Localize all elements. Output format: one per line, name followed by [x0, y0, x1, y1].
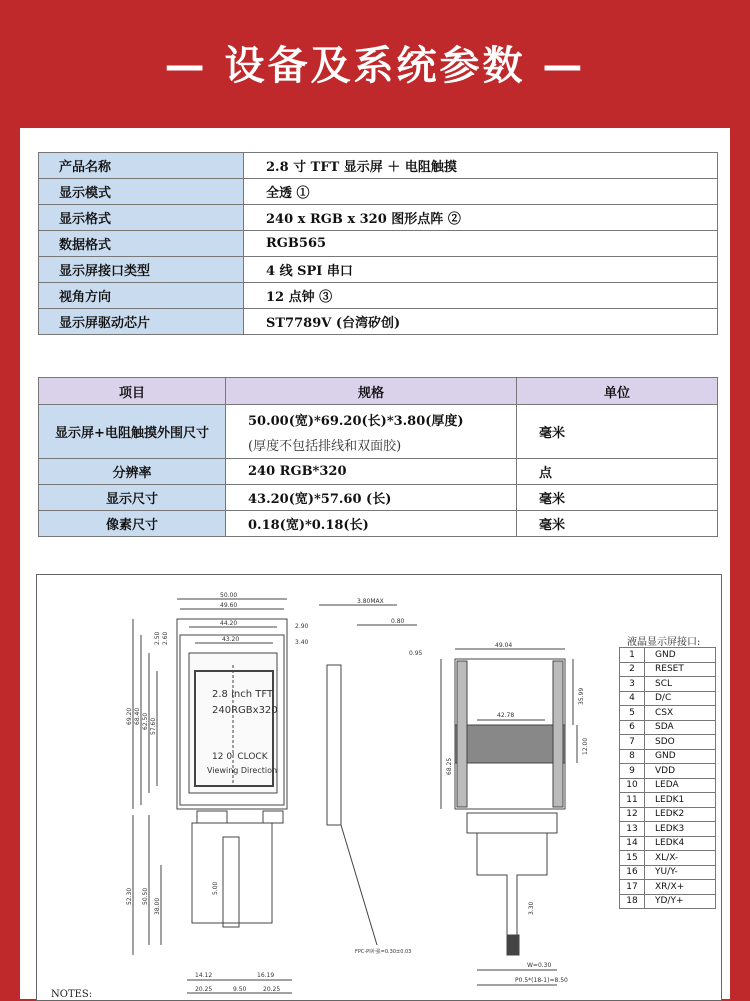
pin-table-caption: 液晶显示屏接口:: [627, 637, 701, 648]
dimension-label: 50.00: [220, 592, 238, 599]
spec-row: [39, 179, 718, 205]
dimension-item: 显示尺寸: [39, 485, 226, 511]
pin-signal: LEDK2: [645, 807, 716, 822]
dimension-label: 44.20: [220, 620, 238, 627]
dimension-label: 68.40: [134, 707, 141, 725]
spec-table: [38, 152, 718, 335]
dimension-label: 2.8 inch TFT: [212, 689, 274, 700]
pin-signal: LEDK3: [645, 822, 716, 837]
dimension-label: 2.50: [154, 631, 161, 645]
pin-number: 6: [620, 720, 645, 735]
spec-value: RGB565: [244, 231, 718, 257]
pin-row: [620, 807, 716, 822]
dimension-row: [39, 405, 718, 459]
dimension-label: Viewing Direction: [207, 766, 278, 775]
dimension-label: 20.25: [195, 986, 213, 993]
spec-value: 240 x RGB x 320 图形点阵 ②: [244, 205, 718, 231]
spec-value: 2.8 寸 TFT 显示屏 ＋ 电阻触摸: [244, 153, 718, 179]
pin-row: [620, 691, 716, 706]
spec-row: [39, 153, 718, 179]
dimension-unit: 毫米: [517, 405, 718, 459]
pin-row: [620, 836, 716, 851]
spec-row: [39, 257, 718, 283]
dimension-spec: [226, 511, 517, 537]
pin-signal: SDO: [645, 735, 716, 750]
pin-signal: GND: [645, 749, 716, 764]
pin-number: 9: [620, 764, 645, 779]
page-header: [0, 0, 750, 128]
dimension-unit: 点: [517, 459, 718, 485]
dimension-label: 49.04: [495, 642, 513, 649]
pin-number: 1: [620, 648, 645, 663]
dimension-spec-note: (厚度不包括排线和双面胶): [248, 438, 402, 454]
spec-value: ST7789V (台湾矽创): [244, 309, 718, 335]
pin-row: [620, 880, 716, 895]
dimension-row: [39, 459, 718, 485]
pin-signal: YU/Y-: [645, 865, 716, 880]
pin-row: [620, 706, 716, 721]
pin-number: 15: [620, 851, 645, 866]
pin-number: 18: [620, 894, 645, 909]
page-title: — 设备及系统参数 —: [164, 43, 586, 89]
pin-row: [620, 778, 716, 793]
dimension-label: 50.50: [142, 887, 149, 905]
pin-number: 17: [620, 880, 645, 895]
spec-value: 12 点钟 ③: [244, 283, 718, 309]
pin-row: [620, 749, 716, 764]
pin-row: [620, 822, 716, 837]
pin-signal: SCL: [645, 677, 716, 692]
pin-signal: XR/X+: [645, 880, 716, 895]
dimension-label: 2.60: [162, 631, 169, 645]
pin-number: 16: [620, 865, 645, 880]
pin-row: [620, 648, 716, 663]
pin-signal: CSX: [645, 706, 716, 721]
dimension-label: 68.25: [446, 757, 453, 775]
pin-number: 12: [620, 807, 645, 822]
spec-key: 产品名称: [39, 153, 244, 179]
dimension-label: 0.80: [391, 618, 405, 625]
dimension-row: [39, 485, 718, 511]
pin-number: 11: [620, 793, 645, 808]
spec-key: 显示模式: [39, 179, 244, 205]
dimension-item: 像素尺寸: [39, 511, 226, 537]
dimension-label: 12 0' CLOCK: [212, 752, 268, 762]
mechanical-drawing: [36, 574, 722, 1001]
pin-row: [620, 793, 716, 808]
pin-signal: YD/Y+: [645, 894, 716, 909]
pin-row: [620, 865, 716, 880]
dimension-label: 5.00: [212, 881, 219, 895]
dimension-label: 0.95: [409, 650, 423, 657]
pin-signal: XL/X-: [645, 851, 716, 866]
pin-row: [620, 851, 716, 866]
pin-number: 5: [620, 706, 645, 721]
pin-signal: LEDA: [645, 778, 716, 793]
pin-signal: LEDK1: [645, 793, 716, 808]
dimension-spec-text: 43.20(宽)*57.60 (长): [248, 492, 392, 507]
dimension-label: 49.60: [220, 602, 238, 609]
dimension-unit: 毫米: [517, 485, 718, 511]
dimension-spec: [226, 459, 517, 485]
dimension-label: 20.25: [263, 986, 281, 993]
dimension-label: W=0.30: [527, 962, 552, 969]
spec-value: 全透 ①: [244, 179, 718, 205]
pin-signal: GND: [645, 648, 716, 663]
dimension-spec: [226, 405, 517, 459]
dimension-label: 12.00: [582, 737, 589, 755]
spec-row: [39, 283, 718, 309]
dimension-item: 显示屏+电阻触摸外围尺寸: [39, 405, 226, 459]
dimension-label: 16.19: [257, 972, 275, 979]
dimension-label: 14.12: [195, 972, 213, 979]
content-card: [20, 128, 730, 999]
spec-row: [39, 231, 718, 257]
dimension-label: 9.50: [233, 986, 247, 993]
dimension-spec-text: 0.18(宽)*0.18(长): [248, 518, 369, 533]
spec-key: 显示屏接口类型: [39, 257, 244, 283]
header-spec: 规格: [226, 378, 517, 405]
pin-row: [620, 677, 716, 692]
dimension-label: P0.5*(18-1)=8.50: [515, 977, 568, 984]
pin-number: 7: [620, 735, 645, 750]
pin-number: 14: [620, 836, 645, 851]
pin-row: [620, 894, 716, 909]
spec-key: 视角方向: [39, 283, 244, 309]
pin-row: [620, 735, 716, 750]
spec-key: 显示格式: [39, 205, 244, 231]
dimension-label: 3.40: [295, 639, 309, 646]
spec-row: [39, 309, 718, 335]
pin-number: 13: [620, 822, 645, 837]
pin-number: 3: [620, 677, 645, 692]
dimension-label: 52.30: [126, 887, 133, 905]
pin-signal: SDA: [645, 720, 716, 735]
pin-number: 10: [620, 778, 645, 793]
dimension-label: 69.20: [126, 707, 133, 725]
dimension-label: 57.60: [150, 717, 157, 735]
dimension-spec: [226, 485, 517, 511]
pin-number: 8: [620, 749, 645, 764]
dimension-label: 38.00: [154, 897, 161, 915]
dimension-spec-text: 240 RGB*320: [248, 464, 347, 479]
header-unit: 单位: [517, 378, 718, 405]
pin-table: [619, 647, 716, 909]
spec-key: 数据格式: [39, 231, 244, 257]
dimension-label: 3.80MAX: [357, 598, 384, 605]
dimension-table: [38, 377, 718, 537]
dimension-label: FPC-PI补强=0.30±0.03: [355, 949, 412, 955]
pin-number: 4: [620, 691, 645, 706]
pin-row: [620, 764, 716, 779]
pin-row: [620, 662, 716, 677]
dimension-label: 62.50: [142, 712, 149, 730]
dimension-label: 42.78: [497, 712, 515, 719]
dimension-label: 2.90: [295, 623, 309, 630]
pin-number: 2: [620, 662, 645, 677]
spec-key: 显示屏驱动芯片: [39, 309, 244, 335]
dimension-spec-text: 50.00(宽)*69.20(长)*3.80(厚度): [248, 413, 464, 429]
dimension-label: 43.20: [222, 636, 240, 643]
dimension-row: [39, 511, 718, 537]
dimension-label: 3.30: [528, 901, 535, 915]
header-item: 项目: [39, 378, 226, 405]
dimension-item: 分辨率: [39, 459, 226, 485]
pin-signal: D/C: [645, 691, 716, 706]
pin-signal: LEDK4: [645, 836, 716, 851]
dimension-unit: 毫米: [517, 511, 718, 537]
pin-row: [620, 720, 716, 735]
spec-value: 4 线 SPI 串口: [244, 257, 718, 283]
notes-label: NOTES:: [51, 989, 93, 1000]
pin-signal: RESET: [645, 662, 716, 677]
dimension-label: 35.99: [578, 687, 585, 705]
pin-signal: VDD: [645, 764, 716, 779]
spec-row: [39, 205, 718, 231]
dimension-label: 240RGBx320: [212, 705, 278, 716]
